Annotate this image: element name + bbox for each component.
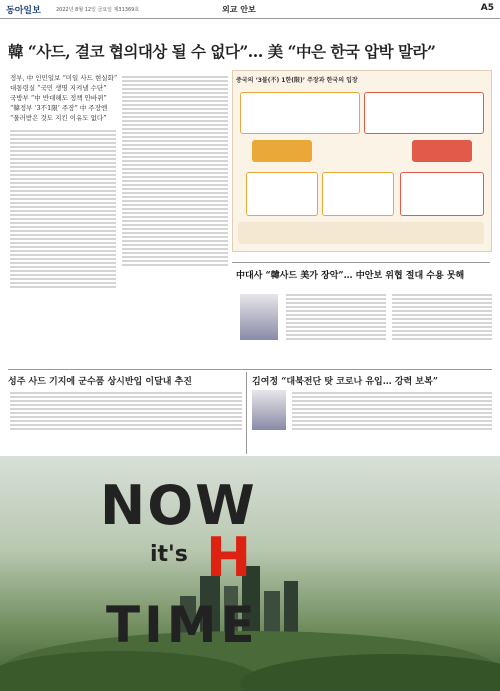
main-headline: 韓 “사드, 결코 협의대상 될 수 없다”… 美 “中은 한국 압박 말라” <box>8 42 436 61</box>
article-body <box>292 390 492 452</box>
ad-now-text: NOW <box>100 474 257 537</box>
section-name: 외교 안보 <box>222 5 256 14</box>
ad-time-text: TIME <box>106 596 259 654</box>
graphic-badge-right <box>412 140 472 162</box>
sub-headline: 정부, 中 인민일보 “미일 사드 현실화” <box>10 74 118 82</box>
china-ambassador-headline: 中대사 “韓사드 美가 장악”… 中안보 위협 절대 수용 못해 <box>236 271 465 281</box>
graphic-box-right <box>364 92 484 134</box>
article-body <box>122 74 228 368</box>
article-body <box>10 128 116 368</box>
article-body <box>10 390 242 452</box>
dateline: 2022년 8월 12일 금요일 제31369호 <box>56 7 140 13</box>
portrait-photo <box>252 390 286 430</box>
logo: 동아일보 <box>6 6 41 16</box>
graphic-cell <box>322 172 394 216</box>
thaad-supply-headline: 성주 사드 기지에 군수품 상시반입 이달내 추진 <box>8 377 192 387</box>
graphic-footnote <box>238 222 484 244</box>
article-body <box>286 292 386 368</box>
graphic-box-left <box>240 92 360 134</box>
masthead <box>0 0 500 19</box>
sub-headline: “韓정부 ‘3不1限’ 주장” 中 주장엔 <box>10 104 108 112</box>
sub-headline: 대통령실 “국민 생명 지켜낼 수단” <box>10 84 107 92</box>
portrait-photo <box>240 294 278 340</box>
ad-h-letter: H <box>206 526 252 589</box>
sub-headline: 국방부 “中 반대해도 정책 안바뀌” <box>10 94 107 102</box>
advertisement <box>0 456 500 691</box>
graphic-cell <box>246 172 318 216</box>
graphic-badge-left <box>252 140 312 162</box>
article-body <box>392 292 492 368</box>
graphic-title: 중국의 ‘3불(不) 1한(限)’ 주장과 한국의 입장 <box>236 77 358 84</box>
graphic-cell <box>400 172 484 216</box>
ad-its-text: it's <box>150 542 188 567</box>
page-number: A5 <box>480 3 494 13</box>
kim-yo-jong-headline: 김여정 “대북전단 탓 코로나 유입… 강력 보복” <box>252 377 438 387</box>
sub-headlines <box>10 73 118 123</box>
sub-headline: “물러받은 것도 지킨 이유도 없다” <box>10 114 107 122</box>
